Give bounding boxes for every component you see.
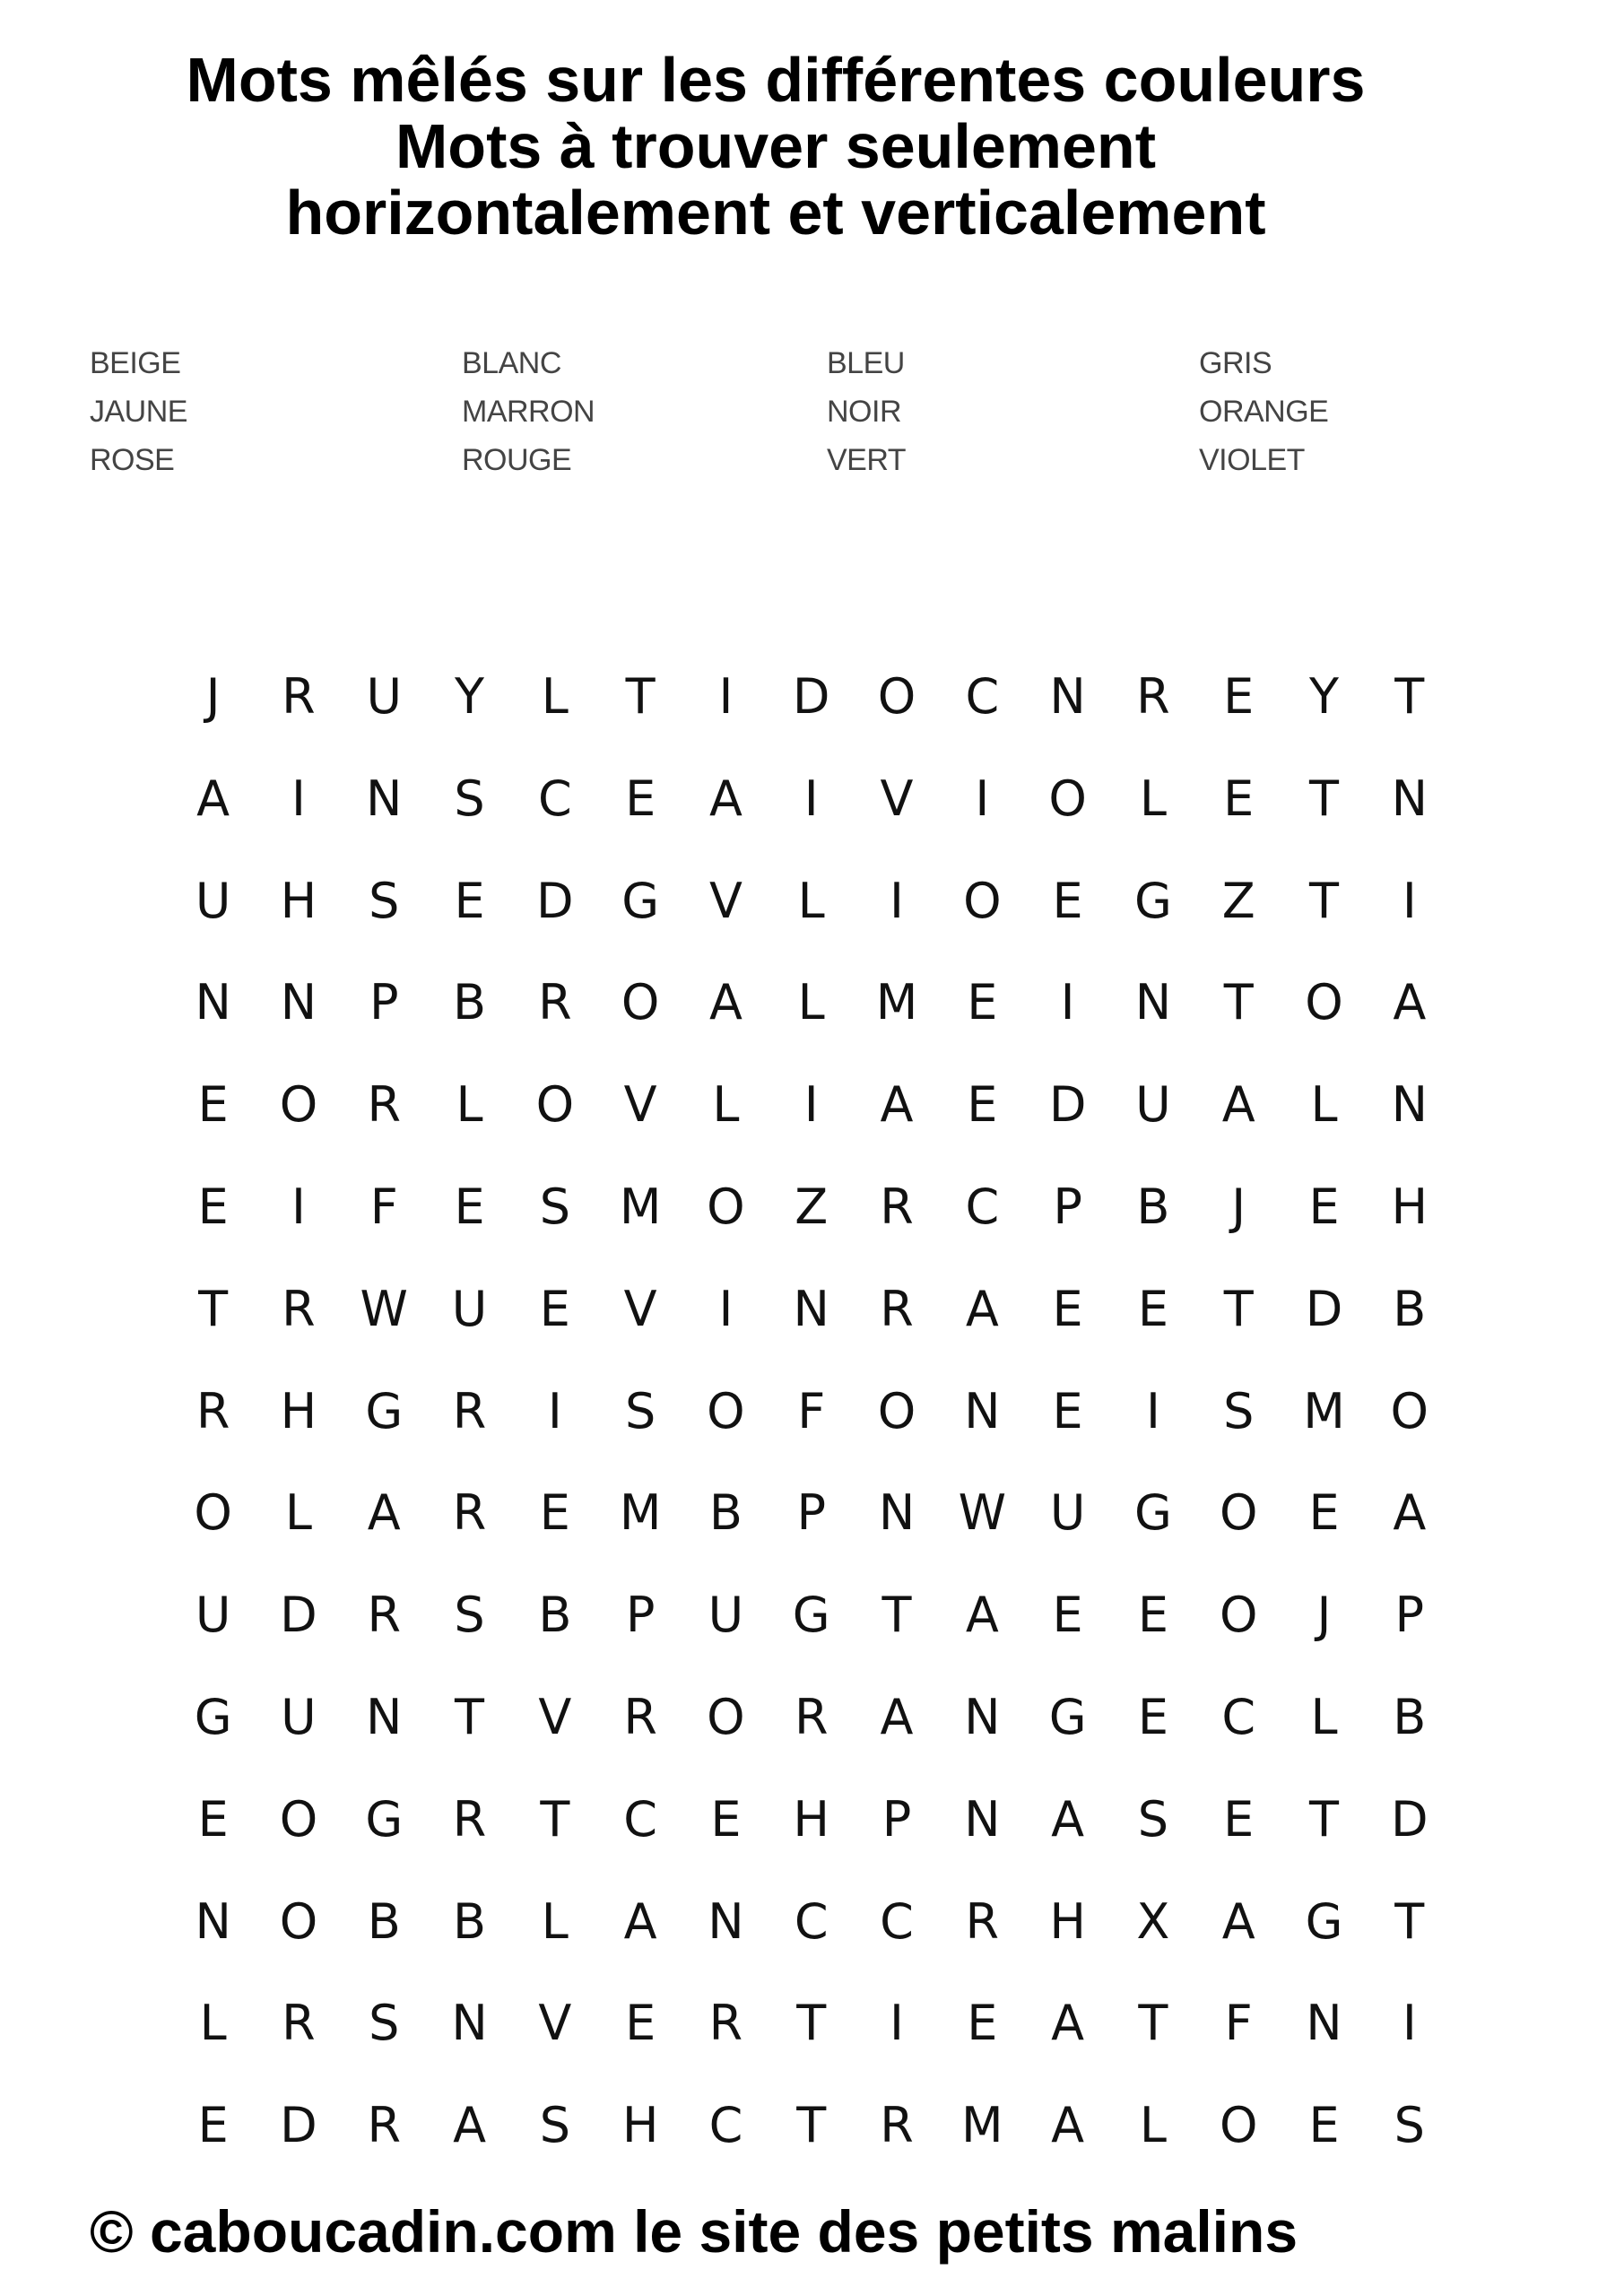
grid-letter-cell: L <box>1310 1076 1338 1134</box>
grid-letter-cell: T <box>455 1688 485 1745</box>
grid-letter-cell: E <box>1052 872 1083 929</box>
grid-letter-cell: S <box>1394 2097 1425 2154</box>
grid-letter-cell: O <box>877 1382 916 1439</box>
grid-letter-cell: O <box>194 1484 232 1542</box>
grid-letter-cell: A <box>880 1688 914 1745</box>
grid-letter-cell: U <box>195 1587 231 1644</box>
grid-letter-cell: R <box>282 1280 316 1337</box>
grid-letter-cell: M <box>1303 1382 1345 1439</box>
grid-letter-cell: Z <box>1221 872 1255 929</box>
grid-letter-cell: N <box>1391 770 1428 827</box>
grid-letter-cell: R <box>965 1892 1000 1950</box>
grid-letter-cell: A <box>1051 1995 1085 2052</box>
grid-letter-cell: M <box>619 1484 662 1542</box>
grid-letter-cell: L <box>797 974 825 1031</box>
word-list <box>0 339 1624 491</box>
grid-letter-cell: F <box>369 1178 398 1235</box>
title-line-2: Mots à trouver seulement <box>395 111 1156 181</box>
grid-letter-cell: U <box>708 1587 744 1644</box>
grid-letter-cell: P <box>881 1790 912 1848</box>
grid-letter-cell: E <box>1308 1484 1340 1542</box>
grid-letter-cell: I <box>1402 1995 1417 2052</box>
grid-letter-cell: T <box>1394 668 1425 725</box>
grid-letter-cell: E <box>1223 1790 1255 1848</box>
grid-letter-cell: O <box>535 1076 575 1134</box>
grid-letter-cell: E <box>967 1995 998 2052</box>
grid-letter-cell: E <box>454 1178 485 1235</box>
grid-letter-cell: E <box>1223 770 1255 827</box>
grid-letter-cell: N <box>964 1790 1001 1848</box>
grid-letter-cell: G <box>1133 1484 1172 1542</box>
grid-letter-cell: F <box>1224 1995 1253 2052</box>
grid-letter-cell: U <box>1135 1076 1171 1134</box>
grid-letter-cell: L <box>541 668 569 725</box>
grid-letter-cell: A <box>1051 2097 1085 2154</box>
grid-letter-cell: E <box>625 770 656 827</box>
grid-letter-cell: N <box>964 1382 1001 1439</box>
grid-letter-cell: E <box>625 1995 656 2052</box>
grid-letter-cell: C <box>794 1892 829 1950</box>
footer-credit: © caboucadin.com le site des petits malins <box>90 2198 1298 2265</box>
grid-letter-cell: L <box>284 1484 312 1542</box>
grid-letter-cell: P <box>796 1484 827 1542</box>
grid-letter-cell: E <box>539 1280 570 1337</box>
grid-letter-cell: E <box>197 1178 229 1235</box>
grid-letter-cell: R <box>282 1995 316 2052</box>
grid-letter-cell: I <box>975 770 990 827</box>
grid-letter-cell: T <box>1223 974 1254 1031</box>
grid-letter-cell: G <box>792 1587 830 1644</box>
grid-letter-cell: G <box>1133 872 1172 929</box>
grid-letter-cell: R <box>195 1382 230 1439</box>
grid-letter-cell: O <box>707 1382 745 1439</box>
grid-letter-cell: E <box>710 1790 742 1848</box>
grid-letter-cell: E <box>1052 1587 1083 1644</box>
grid-letter-cell: I <box>890 872 904 929</box>
grid-letter-cell: N <box>1134 974 1172 1031</box>
grid-letter-cell: E <box>197 1076 229 1134</box>
grid-letter-cell: M <box>619 1178 662 1235</box>
grid-letter-cell: T <box>1309 1790 1339 1848</box>
grid-letter-cell: B <box>453 974 487 1031</box>
grid-letter-cell: I <box>1402 872 1417 929</box>
grid-letter-cell: I <box>718 1280 734 1337</box>
grid-letter-cell: O <box>279 1790 318 1848</box>
grid-letter-cell: G <box>194 1688 232 1745</box>
grid-letter-cell: A <box>1393 974 1427 1031</box>
grid-letter-cell: T <box>796 1995 827 2052</box>
grid-letter-cell: S <box>624 1382 656 1439</box>
grid-letter-cell: H <box>1391 1178 1429 1235</box>
grid-letter-cell: B <box>708 1484 743 1542</box>
grid-letter-cell: H <box>793 1790 830 1848</box>
grid-letter-cell: E <box>454 872 485 929</box>
grid-letter-cell: R <box>708 1995 743 2052</box>
grid-letter-cell: N <box>366 1688 403 1745</box>
word-column-1 <box>90 339 187 484</box>
grid-letter-cell: V <box>538 1995 572 2052</box>
word-item: ROUGE <box>462 443 572 477</box>
grid-letter-cell: R <box>880 1280 914 1337</box>
grid-letter-cell: N <box>964 1688 1001 1745</box>
grid-letter-cell: P <box>369 974 399 1031</box>
grid-letter-cell: U <box>195 872 231 929</box>
grid-letter-cell: Y <box>455 668 485 725</box>
word-column-2 <box>462 339 595 484</box>
grid-letter-cell: A <box>1221 1076 1255 1134</box>
grid-letter-cell: R <box>880 2097 914 2154</box>
grid-letter-cell: R <box>367 1587 401 1644</box>
grid-letter-cell: N <box>878 1484 916 1542</box>
grid-letter-cell: I <box>803 770 819 827</box>
grid-letter-cell: G <box>1048 1688 1087 1745</box>
grid-letter-cell: A <box>965 1587 999 1644</box>
grid-letter-cell: E <box>1137 1280 1168 1337</box>
word-item: BLANC <box>462 346 561 380</box>
grid-letter-cell: L <box>797 872 825 929</box>
grid-letter-cell: T <box>796 2097 827 2154</box>
grid-letter-cell: L <box>541 1892 569 1950</box>
grid-letter-cell: H <box>280 872 317 929</box>
word-item: VIOLET <box>1199 443 1305 477</box>
grid-letter-cell: B <box>453 1892 487 1950</box>
grid-letter-cell: D <box>536 872 574 929</box>
word-item: ROSE <box>90 443 175 477</box>
grid-letter-cell: O <box>621 974 660 1031</box>
grid-letter-cell: E <box>967 1076 998 1134</box>
grid-letter-cell: Y <box>1309 668 1339 725</box>
grid-letter-cell: C <box>1221 1688 1256 1745</box>
grid-letter-cell: G <box>621 872 660 929</box>
grid-letter-cell: C <box>965 1178 1000 1235</box>
word-item: NOIR <box>827 395 901 429</box>
grid-letter-cell: D <box>1305 1280 1343 1337</box>
grid-letter-cell: I <box>890 1995 904 2052</box>
word-item: ORANGE <box>1199 395 1329 429</box>
grid-letter-cell: N <box>195 974 231 1031</box>
grid-letter-cell: I <box>547 1382 562 1439</box>
grid-letter-cell: L <box>712 1076 740 1134</box>
grid-letter-cell: T <box>625 668 656 725</box>
grid-letter-cell: A <box>880 1076 914 1134</box>
word-item: GRIS <box>1199 346 1272 380</box>
grid-letter-cell: G <box>1305 1892 1343 1950</box>
grid-letter-cell: A <box>1393 1484 1427 1542</box>
grid-letter-cell: U <box>281 1688 317 1745</box>
grid-letter-cell: L <box>1310 1688 1338 1745</box>
grid-letter-cell: N <box>793 1280 829 1337</box>
grid-letter-cell: I <box>1145 1382 1160 1439</box>
grid-letter-cell: L <box>1139 2097 1167 2154</box>
word-item: BLEU <box>827 346 905 380</box>
title-line-3: horizontalement et verticalement <box>285 178 1266 248</box>
grid-letter-cell: U <box>366 668 402 725</box>
grid-letter-cell: T <box>1309 872 1339 929</box>
grid-letter-cell: R <box>623 1688 657 1745</box>
grid-letter-cell: A <box>196 770 230 827</box>
grid-letter-cell: E <box>1308 1178 1340 1235</box>
grid-letter-cell: R <box>880 1178 914 1235</box>
grid-letter-cell: V <box>880 770 914 827</box>
grid-letter-cell: S <box>369 872 400 929</box>
grid-letter-cell: N <box>1049 668 1086 725</box>
grid-letter-cell: N <box>1391 1076 1428 1134</box>
grid-letter-cell: E <box>197 1790 229 1848</box>
grid-letter-cell: J <box>205 668 221 725</box>
grid-letter-cell: E <box>197 2097 229 2154</box>
grid-letter-cell: R <box>367 2097 401 2154</box>
grid-letter-cell: Z <box>795 1178 829 1235</box>
grid-letter-cell: H <box>280 1382 317 1439</box>
grid-letter-cell: T <box>881 1587 912 1644</box>
grid-letter-cell: G <box>365 1382 404 1439</box>
grid-letter-cell: O <box>963 872 1002 929</box>
letter-grid <box>170 646 1453 2177</box>
grid-letter-cell: R <box>538 974 572 1031</box>
grid-letter-cell: R <box>367 1076 401 1134</box>
grid-letter-cell: T <box>540 1790 570 1848</box>
grid-letter-cell: G <box>365 1790 404 1848</box>
grid-letter-cell: O <box>1219 1587 1258 1644</box>
grid-letter-cell: I <box>291 1178 306 1235</box>
grid-letter-cell: P <box>625 1587 656 1644</box>
word-item: MARRON <box>462 395 595 429</box>
grid-letter-cell: O <box>1048 770 1087 827</box>
grid-letter-cell: L <box>199 1995 227 2052</box>
grid-letter-cell: O <box>1219 1484 1258 1542</box>
grid-letter-cell: A <box>453 2097 487 2154</box>
word-item: VERT <box>827 443 907 477</box>
grid-letter-cell: B <box>1393 1280 1427 1337</box>
grid-letter-cell: F <box>797 1382 826 1439</box>
grid-letter-cell: P <box>1053 1178 1082 1235</box>
grid-letter-cell: X <box>1136 1892 1170 1950</box>
grid-letter-cell: L <box>1139 770 1167 827</box>
grid-letter-cell: T <box>1223 1280 1254 1337</box>
grid-letter-cell: N <box>451 1995 488 2052</box>
grid-letter-cell: E <box>1052 1280 1083 1337</box>
grid-letter-cell: M <box>961 2097 1003 2154</box>
word-item: JAUNE <box>90 395 187 429</box>
grid-letter-cell: R <box>452 1790 487 1848</box>
grid-letter-cell: T <box>1394 1892 1425 1950</box>
grid-letter-cell: I <box>718 668 734 725</box>
grid-letter-cell: A <box>708 974 743 1031</box>
word-column-3 <box>827 339 906 484</box>
grid-letter-cell: O <box>1390 1382 1429 1439</box>
grid-letter-cell: O <box>1305 974 1343 1031</box>
word-item: BEIGE <box>90 346 181 380</box>
grid-letter-cell: O <box>279 1892 318 1950</box>
grid-letter-cell: T <box>198 1280 229 1337</box>
grid-letter-cell: J <box>1231 1178 1246 1235</box>
grid-letter-cell: N <box>195 1892 231 1950</box>
grid-letter-cell: V <box>623 1076 657 1134</box>
grid-letter-cell: A <box>708 770 743 827</box>
grid-letter-cell: S <box>454 1587 485 1644</box>
grid-letter-cell: I <box>803 1076 819 1134</box>
grid-letter-cell: C <box>965 668 1000 725</box>
grid-letter-cell: I <box>291 770 306 827</box>
grid-letter-cell: V <box>623 1280 657 1337</box>
grid-letter-cell: W <box>958 1484 1007 1542</box>
grid-letter-cell: U <box>1049 1484 1086 1542</box>
grid-letter-cell: N <box>280 974 317 1031</box>
grid-letter-cell: E <box>1308 2097 1340 2154</box>
grid-letter-cell: C <box>623 1790 657 1848</box>
grid-letter-cell: A <box>1221 1892 1255 1950</box>
grid-letter-cell: S <box>539 2097 570 2154</box>
grid-letter-cell: P <box>1394 1587 1425 1644</box>
grid-letter-cell: C <box>537 770 572 827</box>
grid-letter-cell: E <box>1223 668 1255 725</box>
grid-letter-cell: B <box>367 1892 401 1950</box>
grid-letter-cell: O <box>707 1688 745 1745</box>
grid-letter-cell: M <box>875 974 918 1031</box>
grid-letter-cell: C <box>708 2097 743 2154</box>
grid-letter-cell: R <box>282 668 316 725</box>
grid-letter-cell: A <box>1051 1790 1085 1848</box>
grid-letter-cell: N <box>1306 1995 1342 2052</box>
word-column-4 <box>1199 339 1328 484</box>
grid-letter-cell: V <box>708 872 743 929</box>
grid-letter-cell: D <box>1391 1790 1429 1848</box>
grid-letter-cell: T <box>1309 770 1339 827</box>
grid-letter-cell: S <box>454 770 485 827</box>
grid-letter-cell: T <box>1138 1995 1168 2052</box>
grid-letter-cell: O <box>707 1178 745 1235</box>
grid-letter-cell: O <box>877 668 916 725</box>
grid-letter-cell: R <box>794 1688 829 1745</box>
grid-letter-cell: D <box>280 2097 317 2154</box>
page-title <box>0 47 1551 246</box>
grid-letter-cell: O <box>279 1076 318 1134</box>
grid-letter-cell: D <box>280 1587 317 1644</box>
grid-letter-cell: E <box>539 1484 570 1542</box>
grid-letter-cell: E <box>1137 1688 1168 1745</box>
grid-letter-cell: R <box>452 1382 487 1439</box>
grid-letter-cell: A <box>965 1280 999 1337</box>
grid-letter-cell: U <box>451 1280 488 1337</box>
grid-letter-cell: R <box>452 1484 487 1542</box>
grid-letter-cell: L <box>456 1076 483 1134</box>
grid-letter-cell: A <box>367 1484 401 1542</box>
grid-letter-cell: S <box>369 1995 400 2052</box>
grid-letter-cell: E <box>967 974 998 1031</box>
grid-letter-cell: N <box>708 1892 744 1950</box>
grid-letter-cell: B <box>1136 1178 1170 1235</box>
grid-letter-cell: S <box>539 1178 570 1235</box>
grid-letter-cell: S <box>1137 1790 1169 1848</box>
grid-letter-cell: O <box>1219 2097 1258 2154</box>
grid-letter-cell: J <box>1316 1587 1332 1644</box>
grid-letter-cell: N <box>366 770 403 827</box>
grid-letter-cell: E <box>1137 1587 1168 1644</box>
grid-letter-cell: E <box>1052 1382 1083 1439</box>
title-line-1: Mots mêlés sur les différentes couleurs <box>186 45 1366 115</box>
grid-letter-cell: I <box>1060 974 1075 1031</box>
grid-letter-cell: W <box>360 1280 408 1337</box>
grid-letter-cell: C <box>880 1892 914 1950</box>
grid-letter-cell: B <box>1393 1688 1427 1745</box>
grid-letter-cell: A <box>623 1892 657 1950</box>
grid-letter-cell: V <box>538 1688 572 1745</box>
grid-letter-cell: H <box>1049 1892 1086 1950</box>
grid-letter-cell: D <box>792 668 830 725</box>
grid-letter-cell: B <box>538 1587 572 1644</box>
grid-letter-cell: R <box>1136 668 1170 725</box>
grid-letter-cell: H <box>621 2097 659 2154</box>
grid-letter-cell: D <box>1048 1076 1087 1134</box>
grid-letter-cell: S <box>1223 1382 1255 1439</box>
